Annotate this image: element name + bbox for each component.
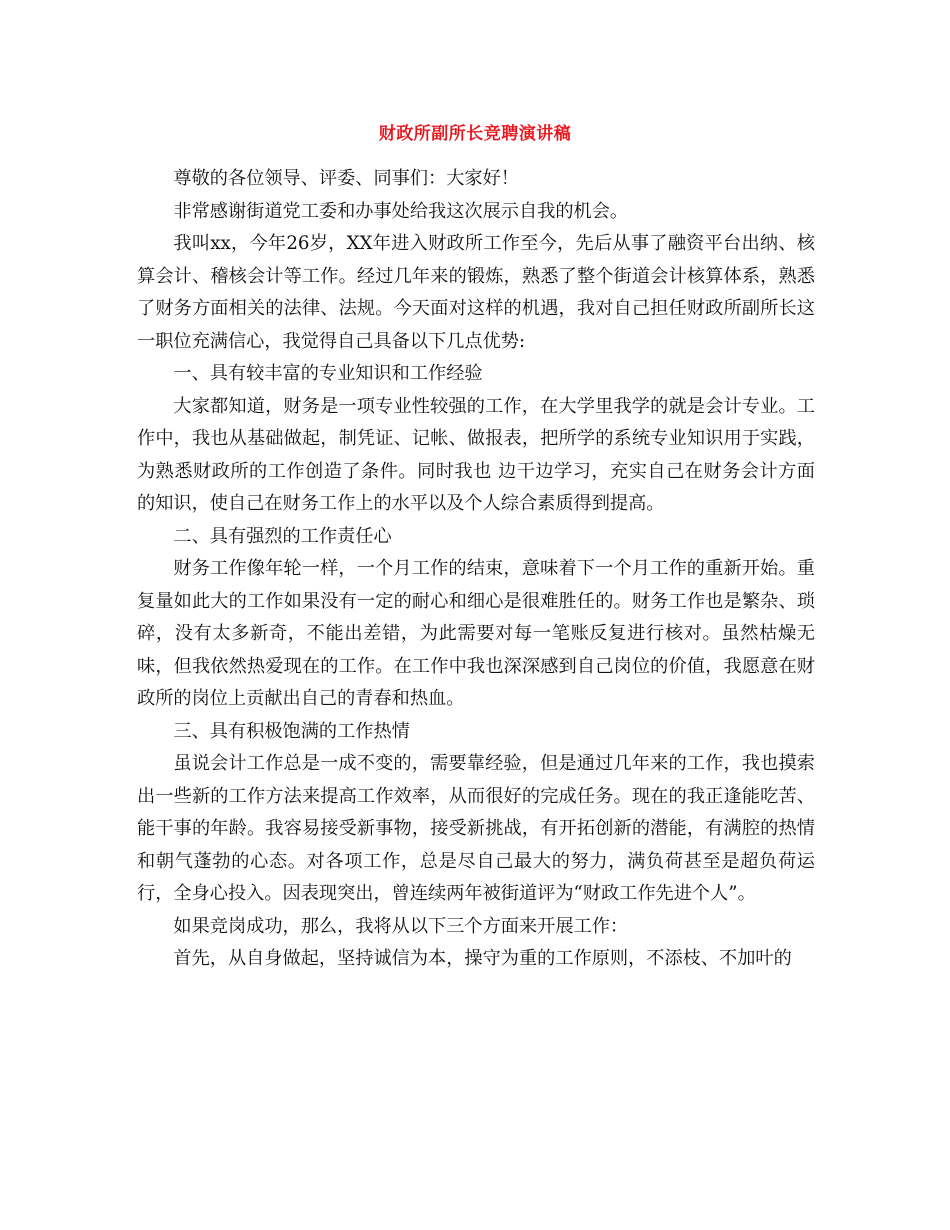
paragraph-plan-intro: 如果竞岗成功，那么，我将从以下三个方面来开展工作：	[173, 915, 629, 937]
section-heading-2: 二、具有强烈的工作责任心	[173, 525, 392, 547]
document-title: 财政所副所长竞聘演讲稿	[378, 124, 572, 144]
section-heading-1: 一、具有较丰富的专业知识和工作经验	[173, 363, 483, 384]
section-heading-3: 三、具有积极饱满的工作热情	[173, 720, 410, 742]
paragraph-greeting: 尊敬的各位领导、评委、同事们：大家好！	[173, 168, 519, 189]
document-body	[137, 163, 815, 976]
paragraph-thanks: 非常感谢街道党工委和办事处给我这次展示自我的机会。	[173, 200, 629, 222]
paragraph-plan-first: 首先，从自身做起，坚持诚信为本，操守为重的工作原则，不添枝、不加叶的	[173, 948, 792, 969]
paragraph-introduction: 我叫xx，今年26岁，XX年进入财政所工作至今，先后从事了融资平台出纳、核算会计、稽核会计等工作。经过几年来的锻炼，熟悉了整个街道会计核算体系，熟悉了财务方面相关的法律、法规。今天面对这样的机遇，我对自己担任财政所副所长这一职位充满信心，我觉得自己具备以下几点优势:	[137, 233, 815, 352]
paragraph-section-3: 虽说会计工作总是一成不变的，需要靠经验，但是通过几年来的工作，我也摸索出一些新的工作方法来提高工作效率，从而很好的完成任务。现在的我正逢能吃苦、能干事的年龄。我容易接受新事物，接受新挑战，有开拓创新的潜能，有满腔的热情和朝气蓬勃的心态。对各项工作，总是尽自己最大的努力，满负荷甚至是超负荷运行，全身心投入。因表现突出，曾连续两年被街道评为“财政工作先进个人”。	[137, 753, 815, 904]
paragraph-section-1: 大家都知道，财务是一项专业性较强的工作，在大学里我学的就是会计专业。工作中，我也从基础做起，制凭证、记帐、做报表，把所学的系统专业知识用于实践，为熟悉财政所的工作创造了条件。同时我也 边干边学习，充实自己在财务会计方面的知识，使自己在财务工作上的水平以及个人综合素质得到提高。	[137, 395, 815, 514]
paragraph-section-2: 财务工作像年轮一样，一个月工作的结束，意味着下一个月工作的重新开始。重复量如此大的工作如果没有一定的耐心和细心是很难胜任的。财务工作也是繁杂、琐碎，没有太多新奇，不能出差错，为此需要对每一笔账反复进行核对。虽然枯燥无味，但我依然热爱现在的工作。在工作中我也深深感到自己岗位的价值，我愿意在财政所的岗位上贡献出自己的青春和热血。	[137, 558, 815, 709]
